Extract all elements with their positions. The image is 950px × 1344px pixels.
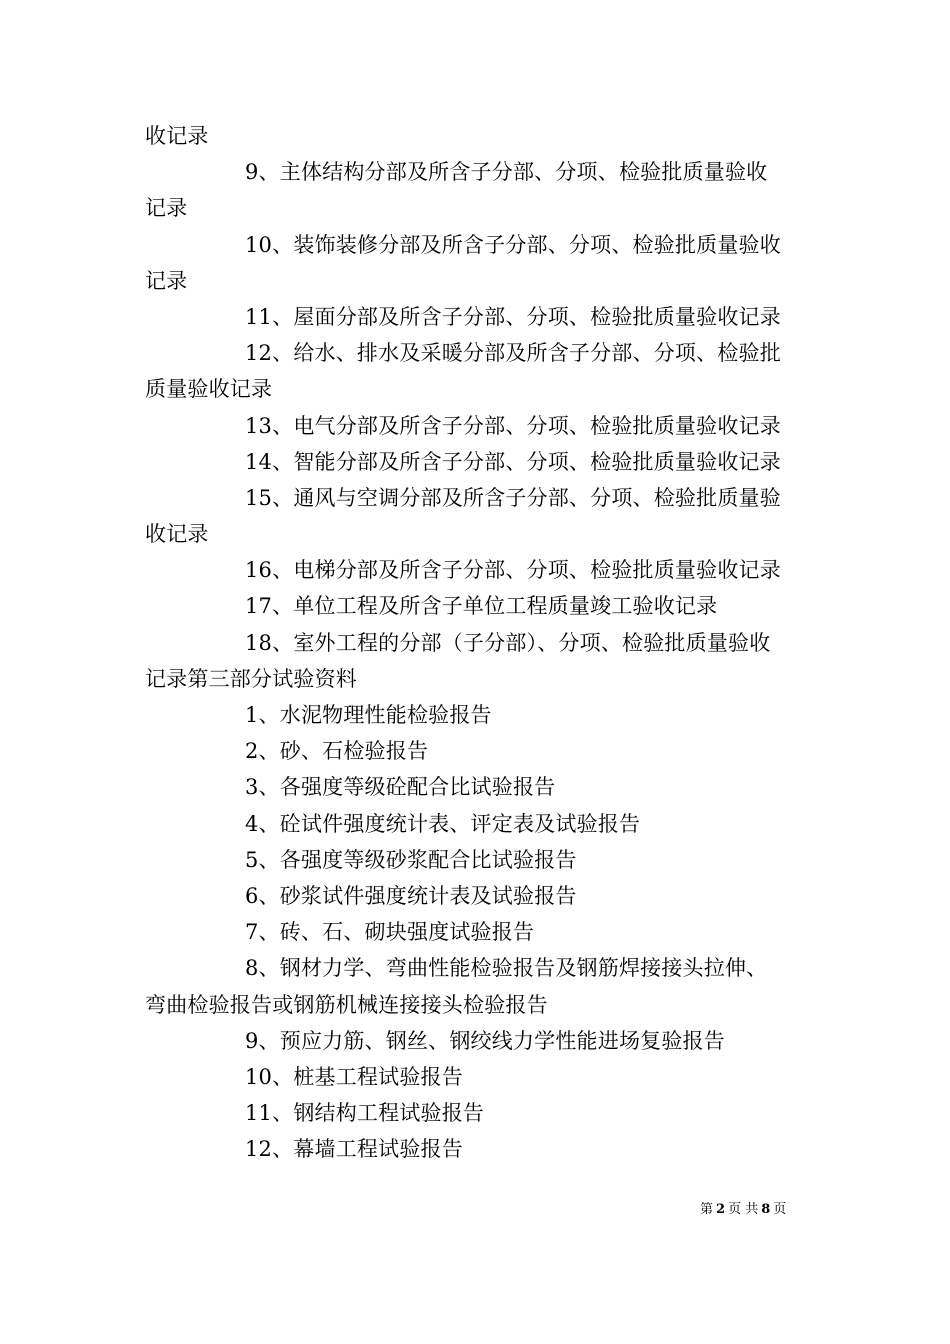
list-item: 11、屋面分部及所含子分部、分项、检验批质量验收记录 [245,304,781,329]
list-item: 15、通风与空调分部及所含子分部、分项、检验批质量验 [245,485,781,510]
list-item: 9、预应力筋、钢丝、钢绞线力学性能进场复验报告 [245,1028,725,1053]
list-item: 9、主体结构分部及所含子分部、分项、检验批质量验收 [245,160,768,185]
continuation-line: 记录 [145,268,188,293]
footer-middle: 页 共 [728,1202,759,1217]
list-item: 17、单位工程及所含子单位工程质量竣工验收记录 [245,594,718,619]
list-item: 10、桩基工程试验报告 [245,1064,463,1089]
continuation-line: 记录第三部分试验资料 [145,666,357,691]
continuation-line: 质量验收记录 [145,377,273,402]
list-item: 14、智能分部及所含子分部、分项、检验批质量验收记录 [245,449,781,474]
footer-suffix: 页 [773,1202,787,1217]
continuation-line: 记录 [145,196,188,221]
continuation-line: 收记录 [145,522,209,547]
list-item: 18、室外工程的分部（子分部）、分项、检验批质量验收 [245,630,771,655]
list-item: 6、砂浆试件强度统计表及试验报告 [245,883,577,908]
continuation-line: 弯曲检验报告或钢筋机械连接接头检验报告 [145,992,548,1017]
footer-prefix: 第 [700,1202,714,1217]
list-item: 12、幕墙工程试验报告 [245,1137,463,1162]
list-item: 1、水泥物理性能检验报告 [245,703,492,727]
list-item: 7、砖、石、砌块强度试验报告 [245,920,535,945]
list-item: 8、钢材力学、弯曲性能检验报告及钢筋焊接接头拉伸、 [245,956,768,981]
document-body [145,118,810,1167]
list-item: 13、电气分部及所含子分部、分项、检验批质量验收记录 [245,413,781,438]
footer-total-pages: 8 [761,1202,771,1217]
list-item: 10、装饰装修分部及所含子分部、分项、检验批质量验收 [245,232,781,257]
list-item: 3、各强度等级砼配合比试验报告 [245,775,556,800]
list-item: 2、砂、石检验报告 [245,739,429,764]
continuation-line: 收记录 [145,124,209,148]
list-item: 5、各强度等级砂浆配合比试验报告 [245,847,577,872]
page-number-footer [700,1201,820,1219]
list-item: 4、砼试件强度统计表、评定表及试验报告 [245,811,641,836]
list-item: 11、钢结构工程试验报告 [245,1101,485,1126]
footer-current-page: 2 [716,1202,726,1217]
list-item: 16、电梯分部及所含子分部、分项、检验批质量验收记录 [245,558,781,583]
list-item: 12、给水、排水及采暖分部及所含子分部、分项、检验批 [245,341,781,366]
